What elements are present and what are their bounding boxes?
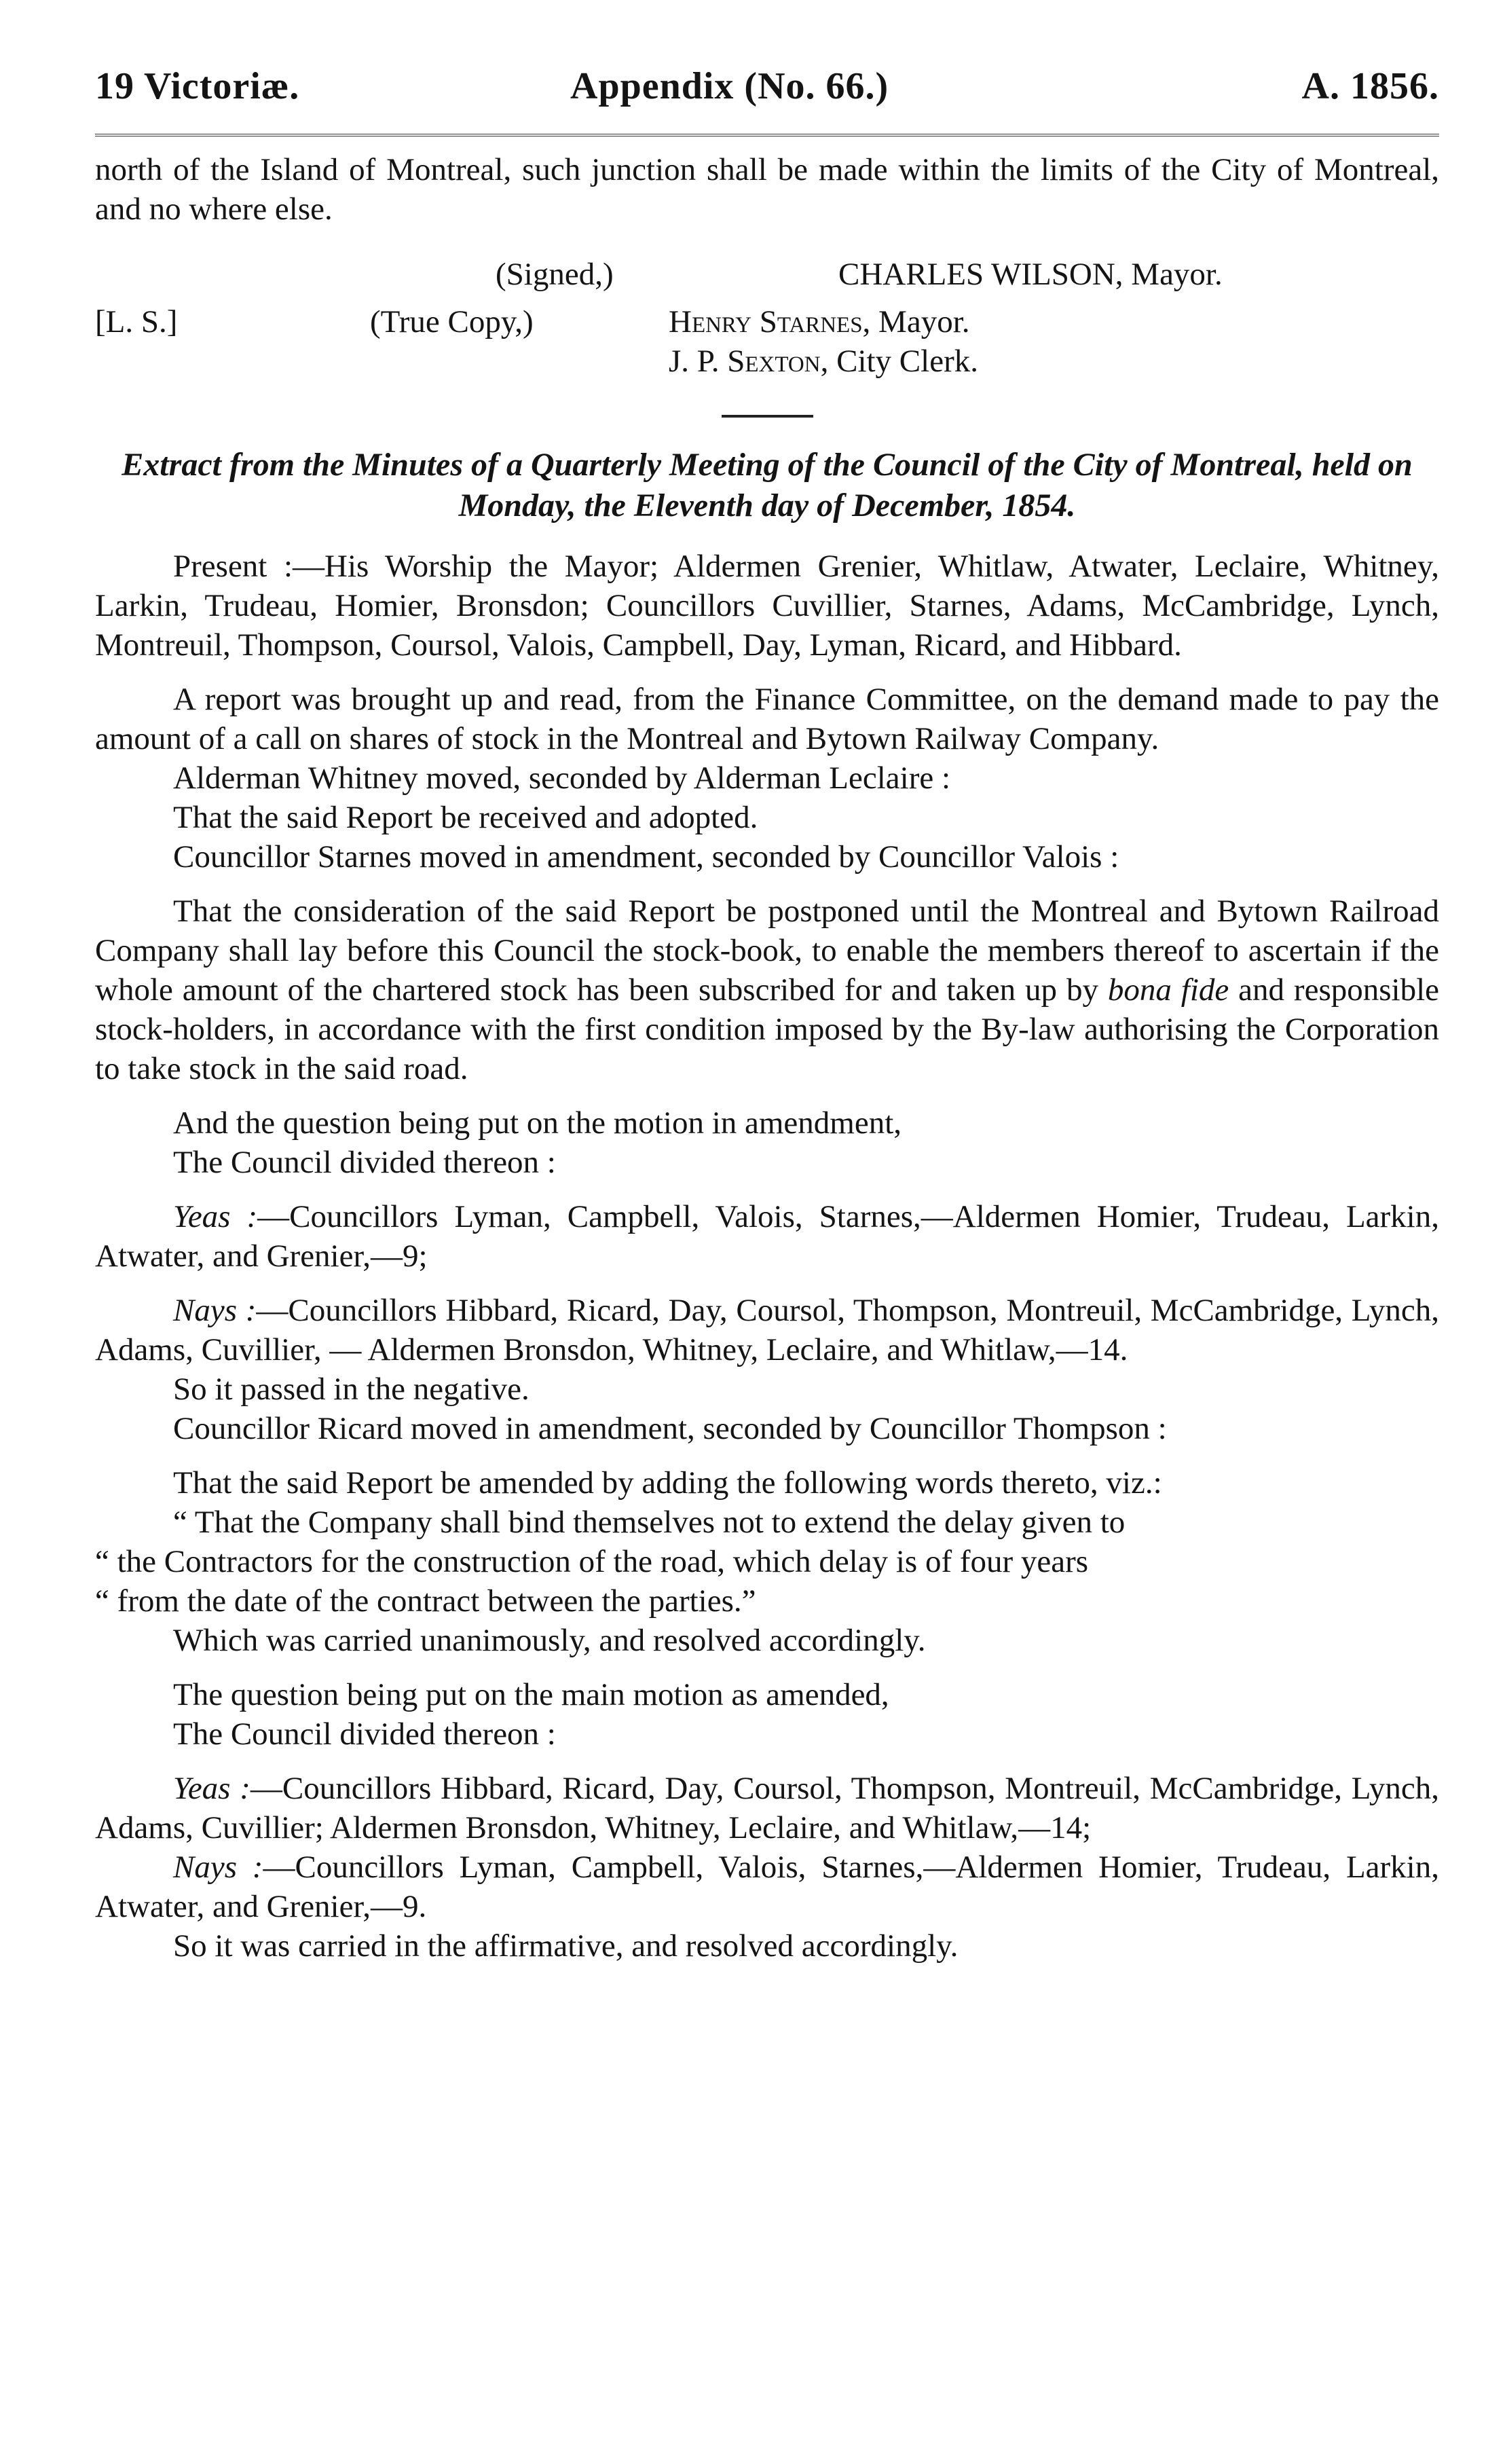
present-paragraph: Present :—His Worship the Mayor; Aldermen Grenier, Whitlaw, Atwater, Leclaire, Whitney, Larkin, Trudeau, Homier, Bronsdon; Councillors Cuvillier, Starnes, Adams, McCambridge, Lynch, Montreuil, Thompson, Coursol, Valois, Campbell, Day, Lyman, Ricard, and Hibbard. xyxy=(95,549,1439,663)
mayor-title: , Mayor. xyxy=(862,304,970,339)
report-paragraph: A report was brought up and read, from the Finance Committee, on the demand made to pay the amount of a call on shares of stock in the Montreal and Bytown Railway Company. xyxy=(95,682,1439,756)
quote-line-1: “ That the Company shall bind themselves not to extend the delay given to xyxy=(173,1505,1126,1540)
section-divider xyxy=(722,415,813,418)
nays-vote-1 xyxy=(95,1291,1439,1369)
seal-mark: [L. S.] xyxy=(95,304,178,339)
signed-line xyxy=(95,256,1439,295)
clerk-initials: J. P. xyxy=(669,344,720,379)
page-header xyxy=(95,65,1439,126)
yeas-names-2: —Councillors Hibbard, Ricard, Day, Coursol, Thompson, Montreuil, McCambridge, Lynch, Adams, Cuvillier; Aldermen Bronsdon, Whitney, Leclaire, and Whitlaw,—14; xyxy=(95,1771,1439,1845)
question-amendment: And the question being put on the motion in amendment, xyxy=(173,1105,902,1141)
header-rule xyxy=(95,134,1439,136)
clerk-title: , City Clerk. xyxy=(820,344,978,379)
document-page xyxy=(95,65,1439,1966)
consideration-paragraph xyxy=(95,891,1439,1088)
nays-label-2: Nays : xyxy=(173,1850,263,1885)
nays-names-1: —Councillors Hibbard, Ricard, Day, Coursol, Thompson, Montreuil, McCambridge, Lynch, Adams, Cuvillier, — Aldermen Bronsdon, Whitney, Leclaire, and Whitlaw,—14. xyxy=(95,1293,1439,1367)
starnes-motion: Councillor Starnes moved in amendment, seconded by Councillor Valois : xyxy=(173,839,1119,875)
yeas-vote-1 xyxy=(95,1197,1439,1276)
nays-names-2: —Councillors Lyman, Campbell, Valois, Starnes,—Aldermen Homier, Trudeau, Larkin, Atwater, and Grenier,—9. xyxy=(95,1850,1439,1924)
quote-line-3: “ from the date of the contract between the parties.” xyxy=(95,1583,756,1619)
true-copy-label: (True Copy,) xyxy=(370,304,534,339)
adopted-motion: That the said Report be received and adopted. xyxy=(173,800,758,835)
consideration-text-2: and responsible stock-holders, in accordance with the first condition imposed by the By-law authorising the Corporation to take stock in the said road. xyxy=(95,972,1439,1086)
nays-label-1: Nays : xyxy=(173,1293,257,1328)
signed-name: CHARLES WILSON, Mayor. xyxy=(838,257,1223,292)
amended-paragraph: That the said Report be amended by adding the following words thereto, viz.: xyxy=(173,1465,1162,1501)
yeas-label-2: Yeas : xyxy=(173,1771,250,1806)
yeas-label-1: Yeas : xyxy=(173,1199,258,1234)
mayor-signature xyxy=(669,304,970,340)
yeas-vote-2 xyxy=(95,1769,1439,1847)
yeas-names-1: —Councillors Lyman, Campbell, Valois, Starnes,—Aldermen Homier, Trudeau, Larkin, Atwater, and Grenier,—9; xyxy=(95,1199,1439,1274)
unanimous-result: Which was carried unanimously, and resolved accordingly. xyxy=(173,1623,926,1658)
continuation-text: north of the Island of Montreal, such junction shall be made within the limits of the City of Montreal, and no where else. xyxy=(95,152,1439,227)
consideration-text-1: That the consideration of the said Report be postponed until the Montreal and Bytown Railroad Company shall lay before this Council the stock-book, to enable the members thereof to ascertain if the whole amount of the chartered stock has been subscribed for and taken up by xyxy=(95,894,1439,1008)
bona-fide-text: bona fide xyxy=(1107,972,1229,1008)
clerk-signature xyxy=(669,343,978,380)
header-year: A. 1856. xyxy=(1301,65,1439,107)
header-appendix: Appendix (No. 66.) xyxy=(570,65,889,107)
affirmative-result: So it was carried in the affirmative, and resolved accordingly. xyxy=(173,1928,959,1964)
mayor-name: Henry Starnes xyxy=(669,304,863,339)
signed-label: (Signed,) xyxy=(496,257,614,292)
header-session: 19 Victoriæ. xyxy=(95,65,300,107)
divided-thereon-2: The Council divided thereon : xyxy=(173,1716,556,1752)
question-main: The question being put on the main motion as amended, xyxy=(173,1677,889,1712)
clerk-name: Sexton xyxy=(727,344,821,379)
divided-thereon-1: The Council divided thereon : xyxy=(173,1145,556,1180)
nays-vote-2 xyxy=(95,1847,1439,1926)
extract-title: Extract from the Minutes of a Quarterly Meeting of the Council of the City of Montreal, held on Monday, the Eleventh day of December, 1854. xyxy=(122,447,1413,523)
clerk-line xyxy=(95,343,1439,382)
ricard-motion: Councillor Ricard moved in amendment, seconded by Councillor Thompson : xyxy=(173,1411,1167,1446)
whitney-motion: Alderman Whitney moved, seconded by Alderman Leclaire : xyxy=(173,760,951,796)
true-copy-line xyxy=(95,304,1439,343)
negative-result: So it passed in the negative. xyxy=(173,1372,529,1407)
quote-line-2: “ the Contractors for the construction of the road, which delay is of four years xyxy=(95,1544,1089,1579)
